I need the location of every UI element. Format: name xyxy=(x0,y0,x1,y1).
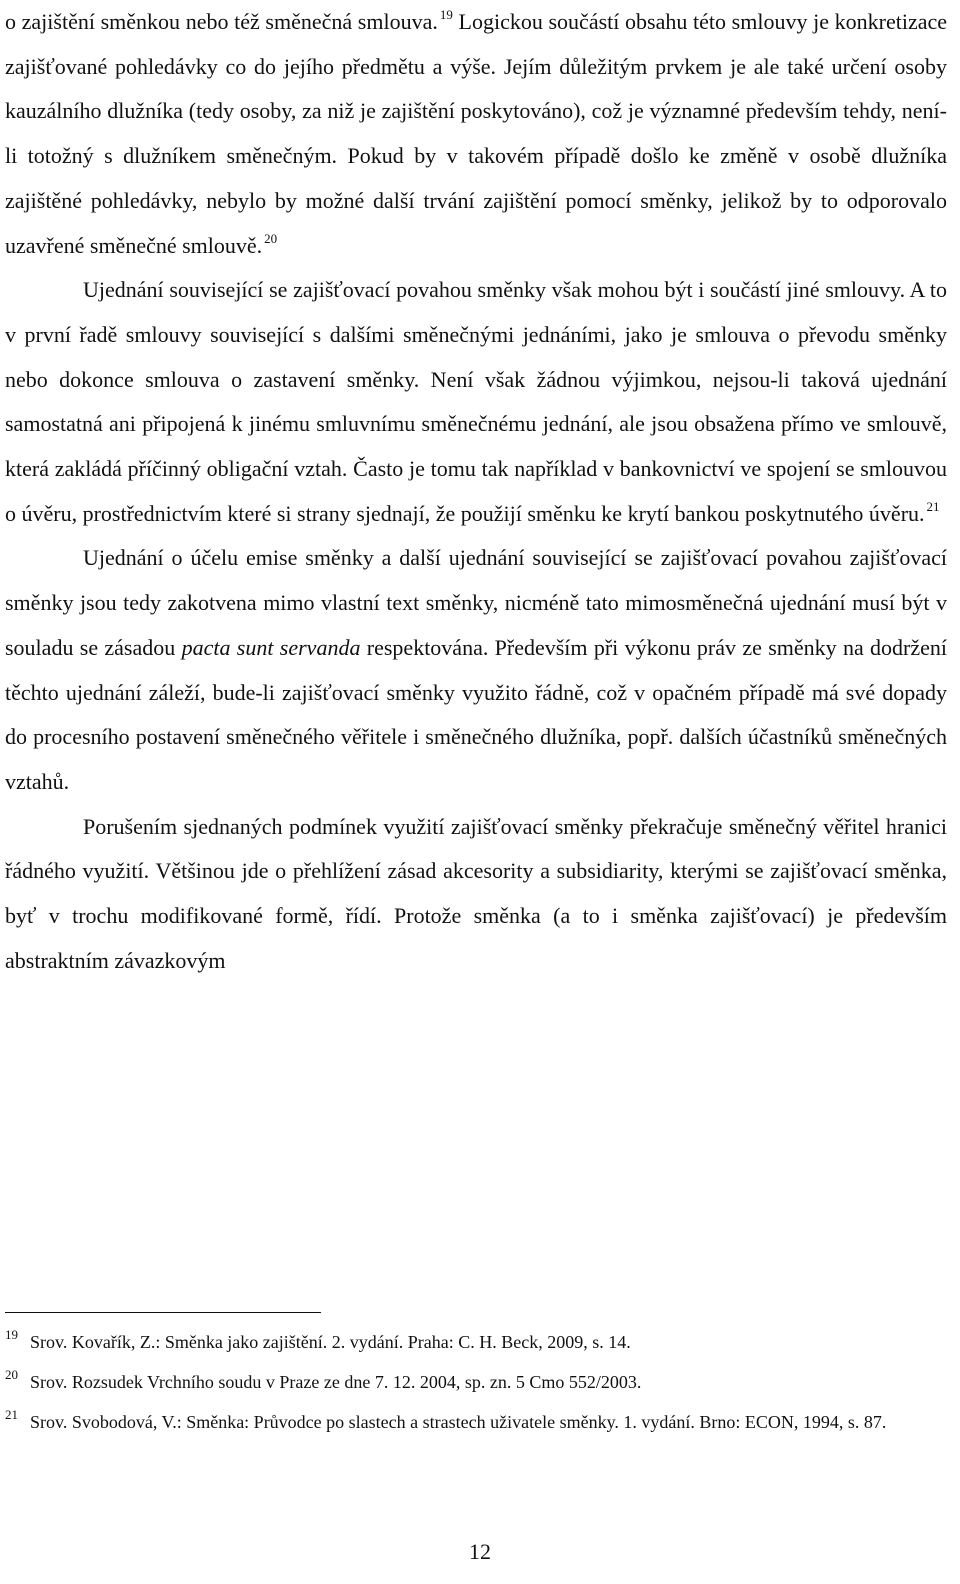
footnote-ref-21: 21 xyxy=(926,498,940,514)
footnote-ref-20: 20 xyxy=(264,230,278,246)
footnote-text: Srov. Kovařík, Z.: Směnka jako zajištění. 2. vydání. Praha: C. H. Beck, 2009, s. 14. xyxy=(30,1332,631,1352)
footnote-19 xyxy=(5,1322,947,1362)
footnotes xyxy=(5,1322,947,1442)
footnote-number: 19 xyxy=(5,1327,18,1342)
paragraph-text: Ujednání o účelu emise směnky a další ujednání související se zajišťovací povahou zajišťovací směnky jsou tedy zakotvena mimo vlastní text směnky, nicméně tato mimosměnečná ujednání musí být v souladu se zásadou xyxy=(5,545,947,660)
footnote-separator xyxy=(5,1312,321,1313)
footnote-number: 21 xyxy=(5,1407,18,1422)
latin-phrase: pacta sunt servanda xyxy=(181,634,361,660)
paragraph-text: Logickou součástí obsahu této smlouvy je konkretizace zajišťované pohledávky co do jejího předmětu a výše. Jejím důležitým prvkem je ale také určení osoby kauzálního dlužníka (tedy osoby, za niž je zajištění poskytováno), což je významné především tehdy, není-li totožný s dlužníkem směnečným. Pokud by v takovém případě došlo ke změně v osobě dlužníka zajištěné pohledávky, nebylo by možné další trvání zajištění pomocí směnky, jelikož by to odporovalo uzavřené směnečné smlouvě. xyxy=(5,9,948,258)
paragraph-2 xyxy=(5,268,947,536)
footnote-number: 20 xyxy=(5,1367,18,1382)
footnote-21 xyxy=(5,1402,947,1442)
paragraph-text: Ujednání související se zajišťovací povahou směnky však mohou být i součástí jiné smlouvy. A to v první řadě smlouvy související s dalšími směnečnými jednáními, jako je smlouva o převodu směnky nebo dokonce smlouva o zastavení směnky. Není však žádnou výjimkou, nejsou-li taková ujednání samostatná ani připojená k jinému smluvnímu směnečnému jednání, ale jsou obsažena přímo ve smlouvě, která zakládá příčinný obligační vztah. Často je tomu tak například v bankovnictví ve spojení se smlouvou o úvěru, prostřednictvím které si strany sjednají, že použijí směnku ke krytí bankou poskytnutého úvěru. xyxy=(5,277,947,526)
footnote-ref-19: 19 xyxy=(439,7,453,22)
paragraph-text: o zajištění směnkou nebo též směnečná smlouva. xyxy=(5,9,438,34)
paragraph-3 xyxy=(5,536,947,804)
footnote-20 xyxy=(5,1362,947,1402)
page-number: 12 xyxy=(469,1539,491,1564)
body-text xyxy=(5,0,947,983)
paragraph-text: respektována. Především při výkonu práv ze směnky na dodržení těchto ujednání záleží, bude-li zajišťovací směnky využito řádně, což v opačném případě má své dopady do procesního postavení směnečného věřitele i směnečného dlužníka, popř. dalších účastníků směnečných vztahů. xyxy=(5,634,948,794)
footnote-text: Srov. Rozsudek Vrchního soudu v Praze ze dne 7. 12. 2004, sp. zn. 5 Cmo 552/2003. xyxy=(30,1372,642,1392)
paragraph-text: Porušením sjednaných podmínek využití zajišťovací směnky překračuje směnečný věřitel hranici řádného využití. Většinou jde o přehlížení zásad akcesority a subsidiarity, kterými se zajišťovací směnka, byť v trochu modifikované formě, řídí. Protože směnka (a to i směnka zajišťovací) je především abstraktním závazkovým xyxy=(5,813,947,973)
paragraph-4 xyxy=(5,805,947,984)
footnote-text: Srov. Svobodová, V.: Směnka: Průvodce po slastech a strastech uživatele směnky. 1. vydání. Brno: ECON, 1994, s. 87. xyxy=(30,1412,887,1432)
paragraph-1 xyxy=(5,0,947,268)
